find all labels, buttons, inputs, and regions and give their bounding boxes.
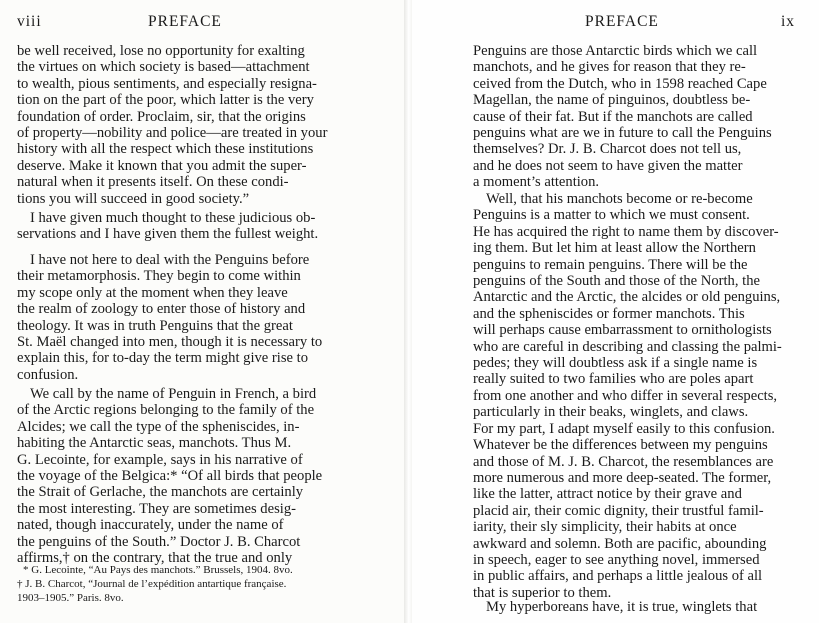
text-line: confusion. [17, 366, 79, 383]
text-line: history with all the respect which these institutions [17, 141, 314, 158]
text-line: natural when it presents itself. On these condi- [17, 174, 289, 191]
text-line: G. Lecointe, for example, says in his narrative of [17, 451, 303, 468]
text-line: Magellan, the name of pinguinos, doubtless be- [473, 92, 751, 109]
text-line: more numerous and more deep-seated. The former, [473, 469, 772, 486]
text-line: St. Maël changed into men, though it is necessary to [17, 334, 323, 351]
text-line: cause of their fat. But if the manchots are called [473, 108, 753, 125]
text-line: really suited to two families who are poles apart [473, 371, 754, 388]
text-line: will perhaps cause embarrassment to ornithologists [473, 322, 772, 339]
text-line: the voyage of the Belgica:* “Of all birds that people [17, 468, 323, 485]
text-line: awkward and solemn. Both are pacific, abounding [473, 535, 767, 552]
text-line: He has acquired the right to name them by discover- [473, 223, 779, 240]
text-line: a moment’s attention. [473, 174, 600, 191]
right-continuation-paragraph [473, 43, 803, 191]
text-line: I have not here to deal with the Penguins before [30, 252, 310, 268]
text-line: penguins of the South and those of the North, the [473, 273, 760, 290]
text-line: tion on the part of the poor, which latter is the very [17, 92, 314, 109]
text-line: in speech, eager to see anything novel, immersed [473, 551, 760, 568]
text-line: the virtues on which society is based—attachment [17, 59, 310, 76]
text-line: servations and I have given them the fullest weight. [17, 226, 319, 243]
right-paragraph-2 [473, 599, 803, 615]
text-line: penguins what are we in future to call the Penguins [473, 125, 772, 142]
text-line: ing them. But let him at least allow the Northern [473, 240, 756, 257]
running-head-left: PREFACE [148, 13, 222, 30]
text-line: and he does not seem to have given the matter [473, 157, 743, 174]
text-line: explain this, for to-day the term might give rise to [17, 350, 308, 367]
text-line: that is superior to them. [473, 584, 612, 601]
text-line: penguins to remain penguins. There will be the [473, 256, 748, 273]
text-line: themselves? Dr. J. B. Charcot does not tell us, [473, 141, 742, 158]
text-line: of property—nobility and police—are treated in your [17, 125, 328, 142]
right-page [412, 0, 819, 623]
text-line: habiting the Antarctic seas, manchots. Thus M. [17, 435, 292, 452]
text-line: of the Arctic regions belonging to the family of the [17, 402, 315, 419]
text-line: placid air, their comic dignity, their trustful famil- [473, 502, 764, 519]
running-head-right: PREFACE [585, 13, 659, 30]
text-line: and those of M. J. B. Charcot, the resemblances are [473, 453, 774, 470]
text-line: I have given much thought to these judicious ob- [30, 210, 316, 226]
text-line: deserve. Make it known that you admit the super- [17, 157, 307, 174]
text-line: † J. B. Charcot, “Journal de l’expédition antartique française. [17, 578, 287, 590]
page-number-left: viii [17, 13, 42, 30]
text-line: tions you will succeed in good society.” [17, 190, 250, 207]
text-line: affirms,† on the contrary, that the true and only [17, 550, 293, 567]
text-line: pedes; they will doubtless ask if a single name is [473, 355, 758, 372]
book-gutter [404, 0, 412, 623]
left-paragraph-3 [17, 386, 377, 566]
text-line: the most interesting. They are sometimes desig- [17, 500, 296, 517]
text-line: * G. Lecointe, “Au Pays des manchots.” Brussels, 1904. 8vo. [23, 564, 293, 576]
text-line: foundation of order. Proclaim, sir, that the origins [17, 108, 306, 125]
left-continuation-paragraph [17, 43, 377, 207]
text-line: theology. It was in truth Penguins that the great [17, 317, 293, 334]
text-line: nated, though inaccurately, under the name of [17, 517, 284, 534]
text-line: 1903–1905.” Paris. 8vo. [17, 592, 124, 604]
left-page [0, 0, 404, 623]
text-line: Penguins are those Antarctic birds which we call [473, 43, 758, 59]
text-line: from one another and who differ in several respects, [473, 387, 778, 404]
right-paragraph-1 [473, 191, 803, 601]
text-line: Whatever be the differences between my penguins [473, 437, 768, 454]
text-line: be well received, lose no opportunity for exalting [17, 43, 305, 59]
text-line: the penguins of the South.” Doctor J. B. Charcot [17, 533, 301, 550]
text-line: My hyperboreans have, it is true, winglets that [486, 599, 758, 615]
text-line: like the latter, attract notice by their grave and [473, 486, 742, 503]
text-line: manchots, and he gives for reason that they re- [473, 59, 746, 76]
text-line: in public affairs, and perhaps a little jealous of all [473, 568, 763, 585]
text-line: and the spheniscides or former manchots. This [473, 305, 745, 322]
text-line: who are careful in describing and classing the palmi- [473, 338, 782, 355]
text-line: my scope only at the moment when they leave [17, 284, 288, 301]
text-line: particularly in their beaks, winglets, and claws. [473, 404, 749, 421]
text-line: to wealth, pious sentiments, and especially resigna- [17, 75, 317, 92]
text-line: We call by the name of Penguin in French, a bird [30, 386, 317, 402]
text-line: the realm of zoology to enter those of history and [17, 301, 306, 318]
text-line: iarity, their sly simplicity, their habits at once [473, 519, 737, 536]
text-line: For my part, I adapt myself easily to this confusion. [473, 420, 775, 437]
footnotes [17, 563, 377, 605]
left-paragraph-2 [17, 252, 377, 383]
text-line: the Strait of Gerlache, the manchots are certainly [17, 484, 304, 501]
page-number-right: ix [781, 13, 796, 30]
text-line: their metamorphosis. They begin to come within [17, 268, 301, 285]
text-line: Alcides; we call the type of the spheniscides, in- [17, 418, 300, 435]
text-line: Penguins is a matter to which we must consent. [473, 207, 750, 224]
text-line: Antarctic and the Arctic, the alcides or old penguins, [473, 289, 781, 306]
text-line: ceived from the Dutch, who in 1598 reached Cape [473, 75, 767, 92]
left-paragraph-1 [17, 210, 377, 243]
text-line: Well, that his manchots become or re-become [486, 191, 753, 207]
